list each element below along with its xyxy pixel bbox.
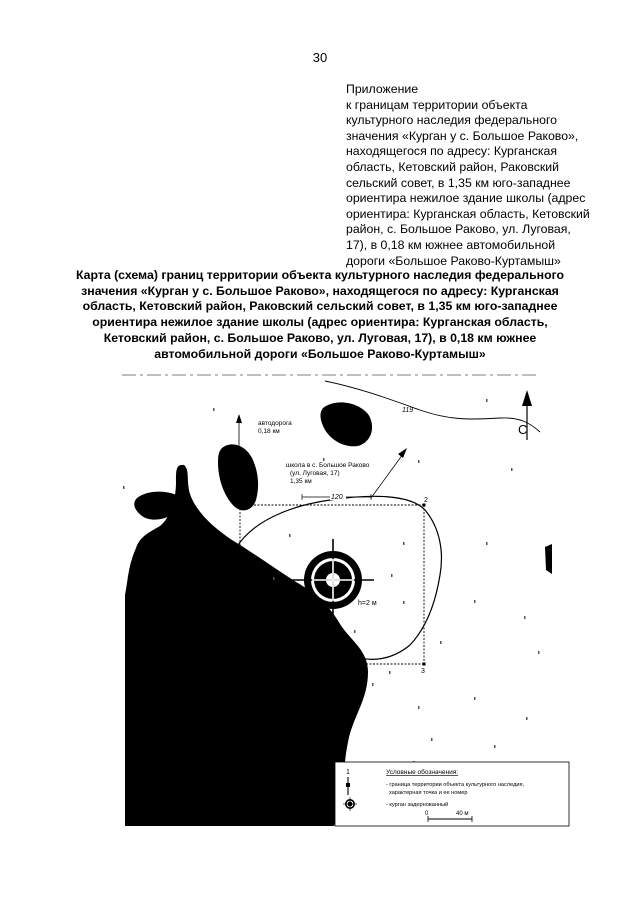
legend-boundary-text: - граница территории объекта культурного наследия, — [386, 782, 525, 788]
map-title-line: Кетовский район, с. Большое Раково, ул. Луговая, 17), в 0,18 км южнее — [103, 330, 537, 345]
appendix-line: ориентира нежилое здание школы (адрес — [346, 191, 586, 206]
appendix-line: Приложение — [346, 82, 419, 96]
appendix-line: культурного наследия федерального — [346, 113, 558, 128]
appendix-line: 17), в 0,18 км южнее автомобильной — [346, 237, 556, 252]
legend-sample-number: 1 — [346, 769, 350, 776]
appendix-line: область, Кетовский район, Раковский — [346, 159, 560, 174]
mound-height-label: h=2 м — [358, 600, 377, 607]
school-label: школа в с. Большое Раково — [286, 462, 370, 469]
north-arrow-icon — [522, 390, 532, 406]
forest-area — [125, 465, 368, 826]
point-label-1: 1 — [237, 496, 241, 503]
forest-area — [320, 402, 372, 446]
appendix-line: сельский совет, в 1,35 км юго-западнее — [346, 175, 571, 190]
north-label: С — [518, 422, 528, 437]
dimension-label: 120 — [331, 494, 343, 501]
school-address-label: (ул. Луговая, 17) — [290, 470, 340, 477]
legend-scale-end: 40 м — [456, 811, 469, 817]
school-arrow-shaft — [371, 454, 403, 498]
map-title-line: значения «Курган у с. Большое Раково», находящегося по адресу: Курганская — [81, 283, 559, 298]
legend-boundary-point — [346, 783, 350, 787]
appendix-line: район, с. Большое Раково, ул. Луговая, — [346, 222, 571, 237]
page-number: 30 — [312, 50, 328, 65]
legend-mound-text: - курган задернованный — [386, 802, 449, 808]
map-title-line: Карта (схема) границ территории объекта культурного наследия федерального — [75, 268, 565, 282]
legend-scale-zero: 0 — [425, 811, 429, 817]
school-arrow-icon — [398, 448, 407, 458]
point-label-3: 3 — [421, 668, 425, 675]
forest-area — [545, 544, 552, 574]
appendix-line: ориентира: Курганская область, Кетовский — [346, 206, 590, 221]
map-title-line: автомобильной дороги «Большое Раково-Куртамыш» — [154, 346, 486, 361]
contour-label: 119 — [402, 407, 414, 414]
map-title-line: ориентира нежилое здание школы (адрес ориентира: Курганская область, — [92, 315, 548, 330]
point-label-2: 2 — [424, 497, 428, 504]
legend-title: Условные обозначения: — [386, 769, 459, 776]
road-label: автодорога — [258, 420, 292, 427]
legend-boundary-text-2: характерная точка и ее номер — [389, 790, 468, 796]
appendix-line: находящегося по адресу: Курганская — [346, 144, 558, 159]
map-title-line: область, Кетовский район, Раковский сельский совет, в 1,35 км юго-западнее — [82, 299, 558, 314]
appendix-line: дороги «Большое Раково-Куртамыш» — [346, 253, 561, 268]
school-distance-label: 1,35 км — [290, 478, 312, 485]
appendix-line: значения «Курган у с. Большое Раково», — [346, 128, 579, 143]
appendix-line: к границам территории объекта — [346, 97, 528, 112]
road-arrow-icon — [236, 414, 242, 423]
road-distance-label: 0,18 км — [258, 428, 280, 435]
